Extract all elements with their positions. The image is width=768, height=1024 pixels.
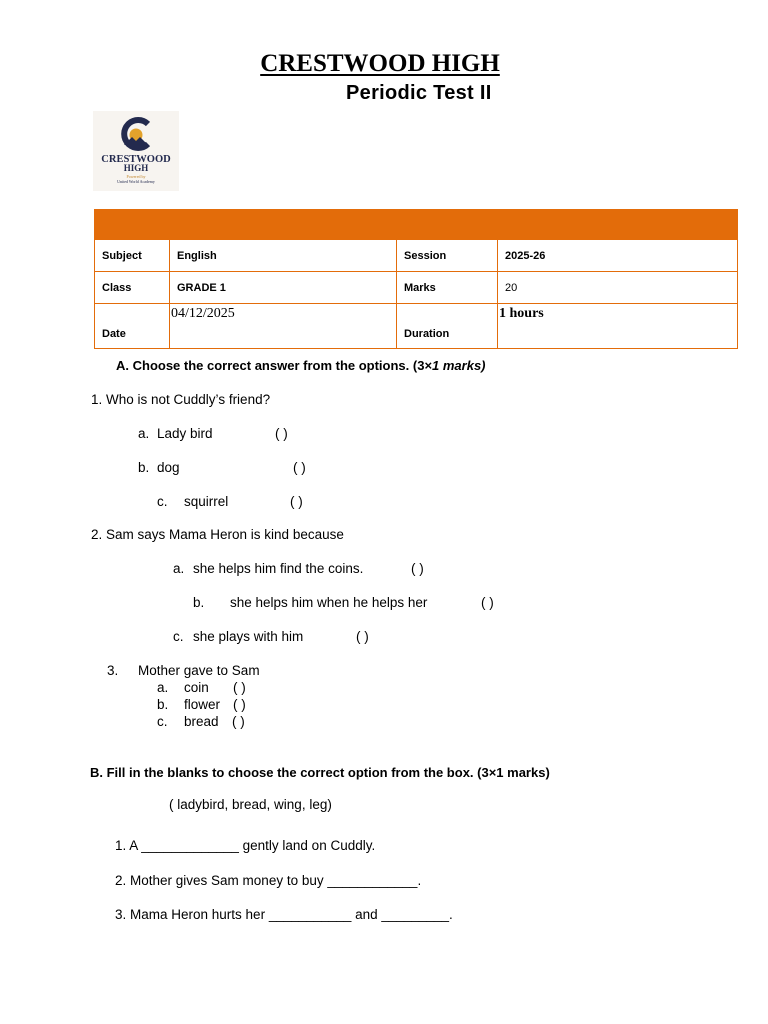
q1-option-a: Lady bird xyxy=(157,426,213,441)
q1-option-b-blank: ( ) xyxy=(293,460,306,475)
q3-option-c: bread xyxy=(184,714,219,729)
q2-option-c-letter: c. xyxy=(173,629,184,644)
section-a-title-marks: 1 marks) xyxy=(432,358,486,373)
q3-option-a: coin xyxy=(184,680,209,695)
q1-option-c-blank: ( ) xyxy=(290,494,303,509)
q2-option-c: she plays with him xyxy=(193,629,304,644)
q3-option-a-letter: a. xyxy=(157,680,169,695)
q2-option-b: she helps him when he helps her xyxy=(230,595,428,610)
section-b-title-main: B. Fill in the blanks to choose the correct option from the box xyxy=(90,765,470,780)
table-row xyxy=(95,240,738,272)
table-row xyxy=(95,272,738,304)
word-box: ( ladybird, bread, wing, leg) xyxy=(169,797,332,812)
fill-blank-1: 1. A _____________ gently land on Cuddly. xyxy=(115,838,376,853)
exam-info-table xyxy=(94,209,738,349)
school-name: CRESTWOOD HIGH xyxy=(260,50,500,77)
q1-option-a-letter: a. xyxy=(138,426,150,441)
logo-tagline2: United World Academy xyxy=(117,179,155,184)
q1-option-b-letter: b. xyxy=(138,460,150,475)
session-label: Session xyxy=(397,240,498,272)
section-a-title-main: A. Choose the correct answer from the options. (3× xyxy=(116,358,433,373)
session-value: 2025-26 xyxy=(498,240,738,272)
q2-option-c-blank: ( ) xyxy=(356,629,369,644)
duration-cell xyxy=(498,304,738,349)
q3-option-b-blank: ( ) xyxy=(233,697,246,712)
fill-blank-2: 2. Mother gives Sam money to buy ____________. xyxy=(115,873,422,888)
q3-option-b: flower xyxy=(184,697,221,712)
subject-value: English xyxy=(170,240,397,272)
duration-label: Duration xyxy=(397,304,498,349)
table-header-row xyxy=(95,210,738,240)
q3-option-b-letter: b. xyxy=(157,697,169,712)
q2-option-b-letter: b. xyxy=(193,595,205,610)
logo-emblem-icon xyxy=(93,111,179,191)
duration-value: 1 hours xyxy=(499,306,544,321)
class-label: Class xyxy=(95,272,170,304)
section-a-title xyxy=(116,358,486,373)
subject-label: Subject xyxy=(95,240,170,272)
school-logo xyxy=(93,111,179,191)
logo-tagline1: Powered by xyxy=(126,174,146,179)
q2-option-a: she helps him find the coins. xyxy=(193,561,364,576)
question-3: Mother gave to Sam xyxy=(138,663,260,678)
logo-line1: CRESTWOOD xyxy=(101,154,171,165)
header-cell-left xyxy=(95,210,397,240)
logo-line2: HIGH xyxy=(123,163,149,173)
q3-option-a-blank: ( ) xyxy=(233,680,246,695)
table-row xyxy=(95,304,738,349)
q1-option-c: squirrel xyxy=(184,494,229,509)
question-2: 2. Sam says Mama Heron is kind because xyxy=(91,527,344,542)
marks-value: 20 xyxy=(498,272,738,304)
marks-label: Marks xyxy=(397,272,498,304)
q1-option-b: dog xyxy=(157,460,180,475)
class-value: GRADE 1 xyxy=(170,272,397,304)
fill-blank-3: 3. Mama Heron hurts her ___________ and _________. xyxy=(115,907,453,922)
date-value: 04/12/2025 xyxy=(171,306,235,321)
q2-option-a-blank: ( ) xyxy=(411,561,424,576)
header-cell-right xyxy=(397,210,738,240)
q2-option-b-blank: ( ) xyxy=(481,595,494,610)
q1-option-c-letter: c. xyxy=(157,494,168,509)
question-3-number: 3. xyxy=(107,663,119,678)
date-label: Date xyxy=(95,304,170,349)
question-1: 1. Who is not Cuddly’s friend? xyxy=(91,392,271,407)
section-b-title xyxy=(90,765,550,780)
section-b-marks: . (3×1 marks) xyxy=(469,765,550,780)
q3-option-c-blank: ( ) xyxy=(232,714,245,729)
q3-option-c-letter: c. xyxy=(157,714,168,729)
q1-option-a-blank: ( ) xyxy=(275,426,288,441)
q2-option-a-letter: a. xyxy=(173,561,185,576)
test-title: Periodic Test II xyxy=(346,82,492,104)
date-cell xyxy=(170,304,397,349)
